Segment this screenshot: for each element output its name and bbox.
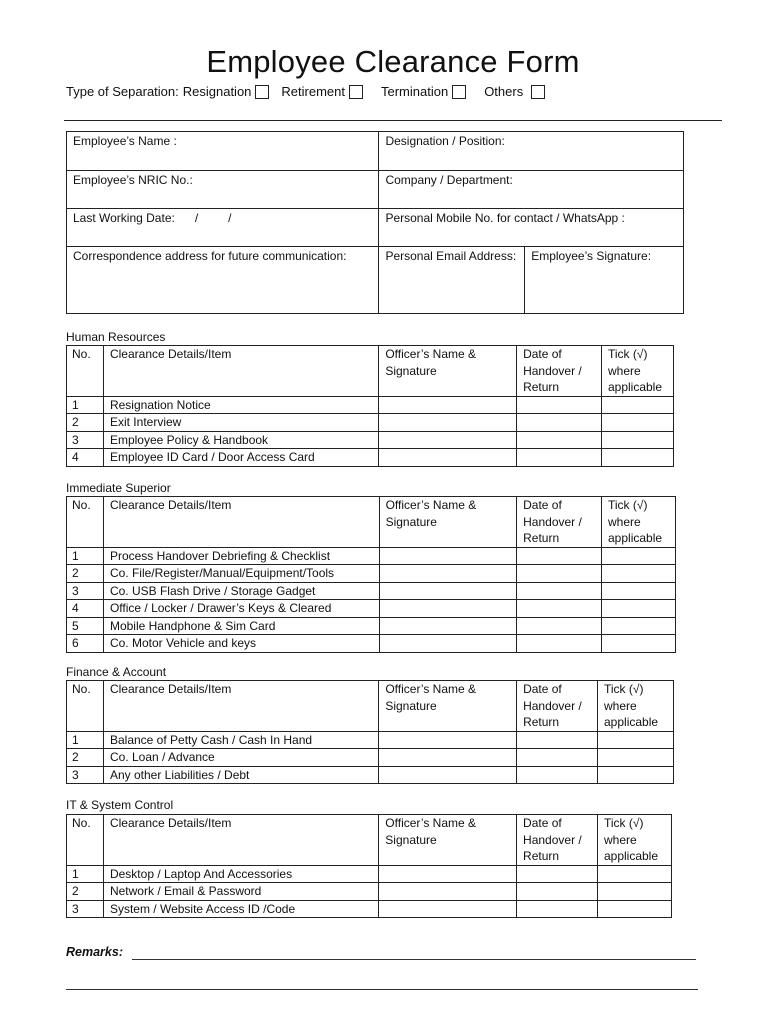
- header-tick: [602, 497, 676, 548]
- header-no: No.: [67, 346, 104, 397]
- officer-cell[interactable]: [379, 766, 517, 784]
- tick-cell[interactable]: [602, 565, 676, 583]
- last-working-date-field[interactable]: [67, 209, 379, 247]
- row-number: 6: [67, 635, 104, 653]
- header-line-text: Date of: [523, 498, 562, 512]
- row-number: 3: [67, 766, 104, 784]
- hr-clearance-table: [66, 345, 674, 467]
- row-number: 3: [67, 431, 104, 449]
- header-no: No.: [67, 681, 104, 732]
- header-date: [517, 346, 602, 397]
- tick-cell[interactable]: [597, 865, 671, 883]
- employee-signature-field[interactable]: Employee’s Signature:: [525, 247, 684, 314]
- tick-cell[interactable]: [598, 766, 674, 784]
- header-line-text: Officer’s Name &: [385, 816, 476, 830]
- header-item: Clearance Details/Item: [103, 346, 378, 397]
- table-row: [67, 883, 672, 901]
- header-line-text: Signature: [385, 832, 437, 847]
- table-row: [67, 449, 674, 467]
- officer-cell[interactable]: [379, 582, 517, 600]
- clearance-item: Balance of Petty Cash / Cash In Hand: [103, 731, 378, 749]
- header-tick: [598, 681, 674, 732]
- officer-cell[interactable]: [379, 635, 517, 653]
- section-title-it: IT & System Control: [66, 798, 174, 812]
- date-cell[interactable]: [517, 547, 602, 565]
- address-field[interactable]: Correspondence address for future communication:: [67, 247, 379, 314]
- officer-cell[interactable]: [379, 414, 517, 432]
- table-header-row: [67, 497, 676, 548]
- header-line-text: where: [604, 698, 637, 713]
- tick-cell[interactable]: [598, 731, 674, 749]
- tick-cell[interactable]: [601, 396, 673, 414]
- option-others-label: Others: [484, 84, 524, 99]
- header-line-text: Officer’s Name &: [385, 498, 477, 512]
- table-row: [67, 600, 676, 618]
- company-department-field[interactable]: Company / Department:: [379, 171, 684, 209]
- header-line-text: where: [607, 363, 641, 378]
- resignation-checkbox[interactable]: [255, 85, 269, 99]
- header-officer: [379, 346, 517, 397]
- header-tick: [597, 815, 671, 866]
- row-number: 1: [67, 731, 104, 749]
- header-line-text: Handover /: [523, 832, 582, 847]
- clearance-item: Office / Locker / Drawer’s Keys & Cleared: [103, 600, 379, 618]
- header-tick: [601, 346, 673, 397]
- tick-cell[interactable]: [601, 414, 673, 432]
- option-resignation-label: Resignation: [182, 84, 252, 99]
- date-cell[interactable]: [517, 617, 602, 635]
- section-title-superior: Immediate Superior: [66, 481, 171, 495]
- table-row: [67, 582, 676, 600]
- header-officer: [379, 681, 517, 732]
- header-officer: [379, 497, 517, 548]
- date-cell[interactable]: [517, 766, 598, 784]
- officer-cell[interactable]: [379, 883, 517, 901]
- last-working-date-label: Last Working Date:: [73, 211, 175, 225]
- row-number: 4: [67, 449, 104, 467]
- it-clearance-table: [66, 814, 672, 918]
- header-line-text: Officer’s Name &: [385, 347, 477, 361]
- superior-clearance-table: [66, 496, 676, 653]
- option-termination-label: Termination: [380, 84, 449, 99]
- clearance-item: Employee ID Card / Door Access Card: [103, 449, 378, 467]
- header-line-text: Handover /: [523, 363, 582, 378]
- header-line-text: Signature: [385, 514, 437, 529]
- retirement-checkbox[interactable]: [349, 85, 363, 99]
- row-number: 3: [67, 900, 104, 918]
- officer-cell[interactable]: [379, 749, 517, 767]
- table-row: [67, 635, 676, 653]
- remarks-label: [66, 945, 123, 959]
- officer-cell[interactable]: [379, 600, 517, 618]
- tick-cell[interactable]: [602, 617, 676, 635]
- table-row: [67, 749, 674, 767]
- header-item: Clearance Details/Item: [103, 681, 378, 732]
- clearance-item: Co. USB Flash Drive / Storage Gadget: [103, 582, 379, 600]
- clearance-item: Process Handover Debriefing & Checklist: [103, 547, 379, 565]
- row-number: 2: [67, 883, 104, 901]
- clearance-item: Co. Motor Vehicle and keys: [103, 635, 379, 653]
- tick-cell[interactable]: [598, 749, 674, 767]
- table-header-row: [67, 681, 674, 732]
- header-line-text: Tick (√): [604, 682, 644, 696]
- header-line-text: Officer’s Name &: [385, 682, 477, 696]
- date-cell[interactable]: [517, 865, 598, 883]
- date-cell[interactable]: [517, 431, 602, 449]
- officer-cell[interactable]: [379, 900, 517, 918]
- header-line-text: applicable: [607, 380, 663, 394]
- nric-field[interactable]: Employee’s NRIC No.:: [67, 171, 379, 209]
- remarks-line-1[interactable]: [132, 959, 696, 960]
- header-date: [517, 497, 602, 548]
- header-date: [517, 681, 598, 732]
- header-date: [517, 815, 598, 866]
- header-line-text: applicable: [604, 715, 659, 729]
- clearance-item: Exit Interview: [103, 414, 378, 432]
- date-cell[interactable]: [517, 565, 602, 583]
- tick-cell[interactable]: [597, 900, 671, 918]
- designation-field[interactable]: Designation / Position:: [379, 132, 684, 171]
- clearance-item: Co. Loan / Advance: [103, 749, 378, 767]
- table-row: [67, 766, 674, 784]
- clearance-item: Mobile Handphone & Sim Card: [103, 617, 379, 635]
- remarks-line-2[interactable]: [66, 989, 698, 990]
- header-line-text: where: [603, 832, 637, 847]
- row-number: 3: [67, 582, 104, 600]
- row-number: 2: [67, 565, 104, 583]
- tick-cell[interactable]: [602, 635, 676, 653]
- form-title: Employee Clearance Form: [206, 44, 580, 79]
- officer-cell[interactable]: [379, 547, 517, 565]
- header-line-text: Return: [523, 380, 560, 394]
- header-line-text: where: [608, 514, 641, 529]
- table-row: [67, 396, 674, 414]
- officer-cell[interactable]: [379, 431, 517, 449]
- header-line-text: Date of: [523, 816, 562, 830]
- date-cell[interactable]: [517, 449, 602, 467]
- clearance-item: Any other Liabilities / Debt: [103, 766, 378, 784]
- header-line-text: Signature: [385, 698, 437, 713]
- date-cell[interactable]: [517, 582, 602, 600]
- header-line-text: applicable: [603, 849, 659, 863]
- clearance-item: Resignation Notice: [103, 396, 378, 414]
- option-retirement-label: Retirement: [281, 84, 345, 99]
- officer-cell[interactable]: [379, 731, 517, 749]
- officer-cell[interactable]: [379, 565, 517, 583]
- header-line-text: Date of: [523, 347, 562, 361]
- header-officer: [379, 815, 517, 866]
- date-cell[interactable]: [517, 635, 602, 653]
- header-line-text: Tick (√): [603, 816, 644, 830]
- officer-cell[interactable]: [379, 865, 517, 883]
- finance-clearance-table: [66, 680, 674, 784]
- date-cell[interactable]: [517, 396, 602, 414]
- table-row: [67, 865, 672, 883]
- header-line-text: Tick (√): [607, 347, 648, 361]
- email-field[interactable]: Personal Email Address:: [379, 247, 525, 314]
- row-number: 2: [67, 749, 104, 767]
- header-item: Clearance Details/Item: [103, 815, 378, 866]
- tick-cell[interactable]: [601, 431, 673, 449]
- table-header-row: [67, 815, 672, 866]
- header-no: No.: [67, 497, 104, 548]
- date-cell[interactable]: [517, 414, 602, 432]
- termination-checkbox[interactable]: [452, 85, 466, 99]
- section-title-finance: Finance & Account: [66, 665, 167, 679]
- row-number: 1: [67, 865, 104, 883]
- employee-name-field[interactable]: Employee’s Name :: [67, 132, 379, 171]
- clearance-item: Network / Email & Password: [103, 883, 378, 901]
- separation-type-row: [66, 84, 545, 99]
- tick-cell[interactable]: [602, 600, 676, 618]
- header-line-text: Return: [523, 715, 560, 729]
- tick-cell[interactable]: [601, 449, 673, 467]
- tick-cell[interactable]: [602, 582, 676, 600]
- row-number: 4: [67, 600, 104, 618]
- header-divider: [64, 120, 722, 121]
- employee-info-table: [66, 131, 684, 314]
- tick-cell[interactable]: [597, 883, 671, 901]
- header-line-text: applicable: [608, 531, 663, 545]
- officer-cell[interactable]: [379, 617, 517, 635]
- date-cell[interactable]: [517, 749, 598, 767]
- header-line-text: Remarks:: [66, 945, 123, 959]
- table-row: [67, 547, 676, 565]
- row-number: 1: [67, 547, 104, 565]
- header-line-text: Handover /: [523, 514, 582, 529]
- header-line-text: Handover /: [523, 698, 582, 713]
- table-row: [67, 431, 674, 449]
- header-line-text: Return: [523, 849, 560, 863]
- table-row: [67, 565, 676, 583]
- header-line-text: Return: [523, 531, 560, 545]
- header-line-text: Date of: [523, 682, 562, 696]
- clearance-item: Desktop / Laptop And Accessories: [103, 865, 378, 883]
- header-line-text: Signature: [385, 363, 437, 378]
- clearance-item: Co. File/Register/Manual/Equipment/Tools: [103, 565, 379, 583]
- table-row: [67, 900, 672, 918]
- table-row: [67, 731, 674, 749]
- date-cell[interactable]: [517, 731, 598, 749]
- officer-cell[interactable]: [379, 396, 517, 414]
- row-number: 1: [67, 396, 104, 414]
- separation-type-label: Type of Separation:: [66, 84, 179, 99]
- officer-cell[interactable]: [379, 449, 517, 467]
- mobile-field[interactable]: Personal Mobile No. for contact / WhatsApp :: [379, 209, 684, 247]
- header-item: Clearance Details/Item: [103, 497, 379, 548]
- row-number: 5: [67, 617, 104, 635]
- header-line-text: Tick (√): [608, 498, 648, 512]
- date-cell[interactable]: [517, 900, 598, 918]
- date-cell[interactable]: [517, 883, 598, 901]
- table-header-row: [67, 346, 674, 397]
- date-separators: / /: [194, 211, 232, 225]
- table-row: [67, 617, 676, 635]
- row-number: 2: [67, 414, 104, 432]
- clearance-item: Employee Policy & Handbook: [103, 431, 378, 449]
- clearance-item: System / Website Access ID /Code: [103, 900, 378, 918]
- others-checkbox[interactable]: [531, 85, 545, 99]
- tick-cell[interactable]: [602, 547, 676, 565]
- table-row: [67, 414, 674, 432]
- header-no: No.: [67, 815, 104, 866]
- date-cell[interactable]: [517, 600, 602, 618]
- section-title-hr: Human Resources: [66, 330, 166, 344]
